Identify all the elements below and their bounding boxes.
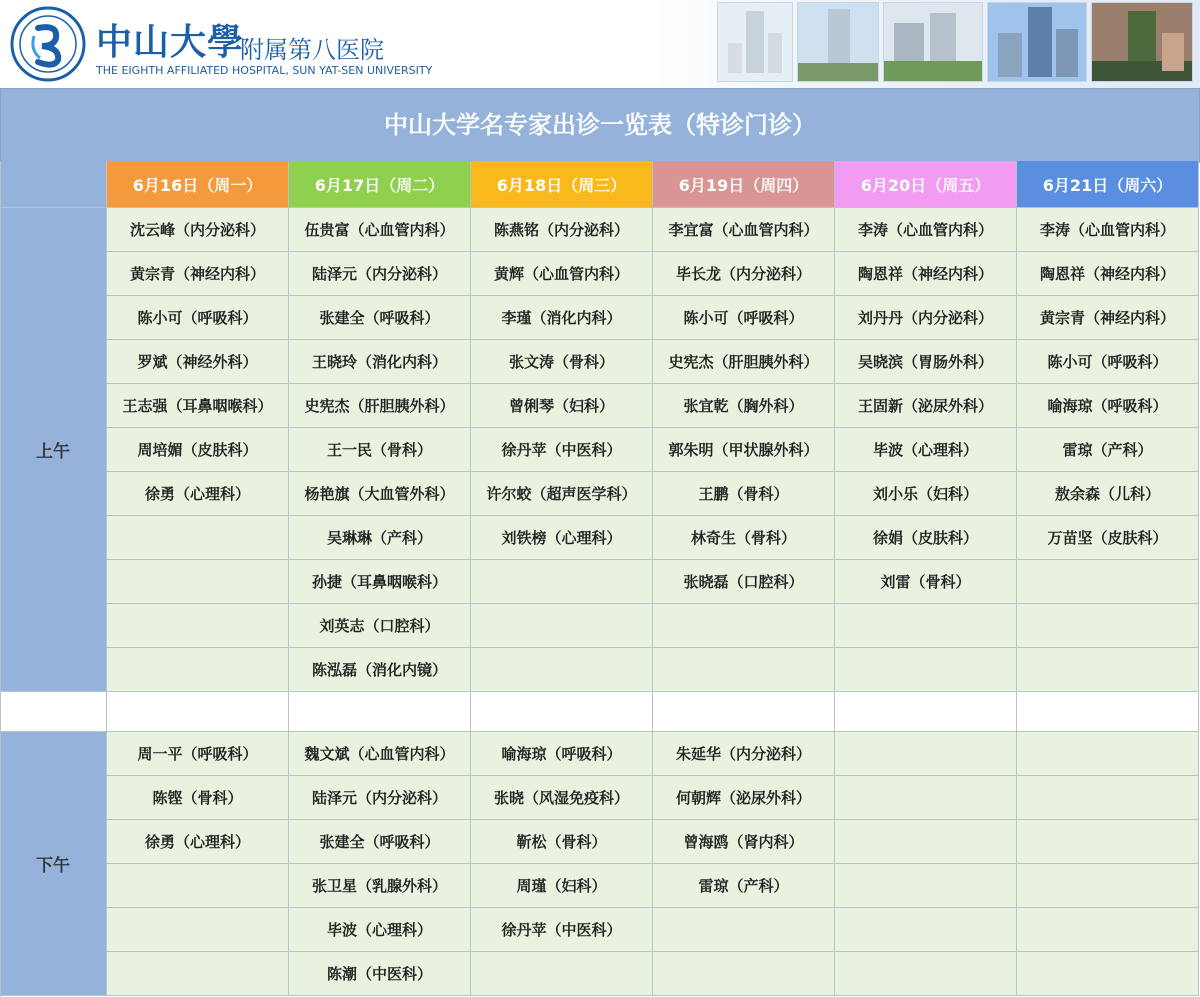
schedule-table [0,88,1200,997]
doctor-slot: 王一民（骨科） [289,428,471,472]
hospital-logo-icon [10,6,86,82]
separator-cell [107,692,289,732]
separator-cell [471,692,653,732]
doctor-slot: 徐勇（心理科） [107,820,289,864]
doctor-slot [653,908,835,952]
doctor-slot: 靳松（骨科） [471,820,653,864]
doctor-slot [1017,908,1199,952]
doctor-slot [1017,952,1199,996]
doctor-slot: 万苗坚（皮肤科） [1017,516,1199,560]
doctor-slot: 刘小乐（妇科） [835,472,1017,516]
table-left-border [0,161,1,997]
doctor-slot [835,732,1017,776]
hospital-subname-cn: 附属第八医院 [240,36,384,64]
doctor-slot: 李瑾（消化内科） [471,296,653,340]
doctor-slot: 陈小可（呼吸科） [653,296,835,340]
doctor-slot: 许尔蛟（超声医学科） [471,472,653,516]
doctor-slot: 张宜乾（胸外科） [653,384,835,428]
doctor-slot [653,648,835,692]
doctor-slot: 毕波（心理科） [289,908,471,952]
doctor-slot: 王晓玲（消化内科） [289,340,471,384]
doctor-slot: 敖余森（儿科） [1017,472,1199,516]
doctor-slot [835,952,1017,996]
doctor-slot: 罗斌（神经外科） [107,340,289,384]
doctor-slot [107,560,289,604]
doctor-slot [835,820,1017,864]
day-header: 6月17日（周二） [289,161,471,208]
building-photo-1 [717,2,793,82]
doctor-slot: 黄宗青（神经内科） [1017,296,1199,340]
doctor-slot [107,516,289,560]
doctor-slot: 刘丹丹（内分泌科） [835,296,1017,340]
building-photo-2 [797,2,879,82]
doctor-slot: 陶恩祥（神经内科） [1017,252,1199,296]
doctor-slot: 徐娟（皮肤科） [835,516,1017,560]
hospital-name-en: THE EIGHTH AFFILIATED HOSPITAL, SUN YAT-SEN UNIVERSITY [96,64,433,77]
day-header: 6月18日（周三） [471,161,653,208]
doctor-slot: 刘铁榜（心理科） [471,516,653,560]
doctor-slot: 徐丹苹（中医科） [471,428,653,472]
doctor-slot [1017,560,1199,604]
doctor-slot [1017,648,1199,692]
doctor-slot: 吴晓滨（胃肠外科） [835,340,1017,384]
separator-cell [289,692,471,732]
day-header: 6月16日（周一） [107,161,289,208]
doctor-slot: 黄辉（心血管内科） [471,252,653,296]
doctor-slot: 陈潮（中医科） [289,952,471,996]
doctor-slot: 周培媚（皮肤科） [107,428,289,472]
day-header: 6月20日（周五） [835,161,1017,208]
hospital-name-cn: 中山大學 [96,22,245,63]
day-header: 6月19日（周四） [653,161,835,208]
doctor-slot: 喻海琼（呼吸科） [1017,384,1199,428]
doctor-slot: 李涛（心血管内科） [1017,208,1199,252]
schedule-title: 中山大学名专家出诊一览表（特诊门诊） [384,111,816,139]
doctor-slot [471,648,653,692]
doctor-slot: 毕长龙（内分泌科） [653,252,835,296]
doctor-slot: 陆泽元（内分泌科） [289,252,471,296]
doctor-slot: 魏文斌（心血管内科） [289,732,471,776]
doctor-slot: 王志强（耳鼻咽喉科） [107,384,289,428]
header-corner [0,161,107,208]
doctor-slot: 张建全（呼吸科） [289,296,471,340]
doctor-slot: 王固新（泌尿外科） [835,384,1017,428]
hospital-photo-strip [655,0,1200,88]
doctor-slot: 张建全（呼吸科） [289,820,471,864]
doctor-slot: 刘英志（口腔科） [289,604,471,648]
doctor-slot [835,864,1017,908]
doctor-slot [835,604,1017,648]
doctor-slot [835,648,1017,692]
doctor-slot: 毕波（心理科） [835,428,1017,472]
doctor-slot: 陈泓磊（消化内镜） [289,648,471,692]
doctor-slot [107,908,289,952]
doctor-slot [471,604,653,648]
schedule-title-bar [0,88,1200,163]
doctor-slot: 孙捷（耳鼻咽喉科） [289,560,471,604]
doctor-slot: 陈小可（呼吸科） [1017,340,1199,384]
doctor-slot: 徐丹苹（中医科） [471,908,653,952]
page-header [0,0,1200,88]
day-header: 6月21日（周六） [1017,161,1199,208]
doctor-slot: 陶恩祥（神经内科） [835,252,1017,296]
doctor-slot: 史宪杰（肝胆胰外科） [289,384,471,428]
doctor-slot: 伍贵富（心血管内科） [289,208,471,252]
doctor-slot [653,604,835,648]
building-photo-4 [987,2,1087,82]
separator-cell [0,692,107,732]
separator-cell [653,692,835,732]
doctor-slot: 雷琼（产科） [653,864,835,908]
doctor-slot: 周瑾（妇科） [471,864,653,908]
doctor-slot: 雷琼（产科） [1017,428,1199,472]
doctor-slot: 张晓磊（口腔科） [653,560,835,604]
doctor-slot: 沈云峰（内分泌科） [107,208,289,252]
doctor-slot [471,560,653,604]
doctor-slot: 陈燕铭（内分泌科） [471,208,653,252]
doctor-slot: 何朝辉（泌尿外科） [653,776,835,820]
doctor-slot [1017,776,1199,820]
doctor-slot [107,952,289,996]
doctor-slot: 曾俐琴（妇科） [471,384,653,428]
doctor-slot: 周一平（呼吸科） [107,732,289,776]
separator-cell [835,692,1017,732]
doctor-slot [1017,732,1199,776]
period-label-afternoon: 下午 [0,732,107,996]
doctor-slot [107,648,289,692]
doctor-slot: 陆泽元（内分泌科） [289,776,471,820]
building-photo-5 [1091,2,1193,82]
doctor-slot: 林奇生（骨科） [653,516,835,560]
doctor-slot: 喻海琼（呼吸科） [471,732,653,776]
doctor-slot: 史宪杰（肝胆胰外科） [653,340,835,384]
doctor-slot: 黄宗青（神经内科） [107,252,289,296]
doctor-slot: 杨艳旗（大血管外科） [289,472,471,516]
doctor-slot: 吴琳琳（产科） [289,516,471,560]
doctor-slot [1017,604,1199,648]
doctor-slot: 张卫星（乳腺外科） [289,864,471,908]
doctor-slot [107,604,289,648]
doctor-slot: 朱延华（内分泌科） [653,732,835,776]
separator-cell [1017,692,1199,732]
doctor-slot [835,776,1017,820]
doctor-slot: 徐勇（心理科） [107,472,289,516]
doctor-slot: 李宜富（心血管内科） [653,208,835,252]
building-photo-3 [883,2,983,82]
doctor-slot [1017,820,1199,864]
doctor-slot: 陈铿（骨科） [107,776,289,820]
doctor-slot [835,908,1017,952]
doctor-slot: 陈小可（呼吸科） [107,296,289,340]
doctor-slot [653,952,835,996]
doctor-slot [1017,864,1199,908]
doctor-slot: 李涛（心血管内科） [835,208,1017,252]
doctor-slot [471,952,653,996]
doctor-slot: 王鹏（骨科） [653,472,835,516]
doctor-slot: 张晓（风湿免疫科） [471,776,653,820]
doctor-slot: 张文涛（骨科） [471,340,653,384]
doctor-slot: 郭朱明（甲状腺外科） [653,428,835,472]
doctor-slot [107,864,289,908]
doctor-slot: 曾海鸥（肾内科） [653,820,835,864]
doctor-slot: 刘雷（骨科） [835,560,1017,604]
period-label-morning: 上午 [0,208,107,692]
